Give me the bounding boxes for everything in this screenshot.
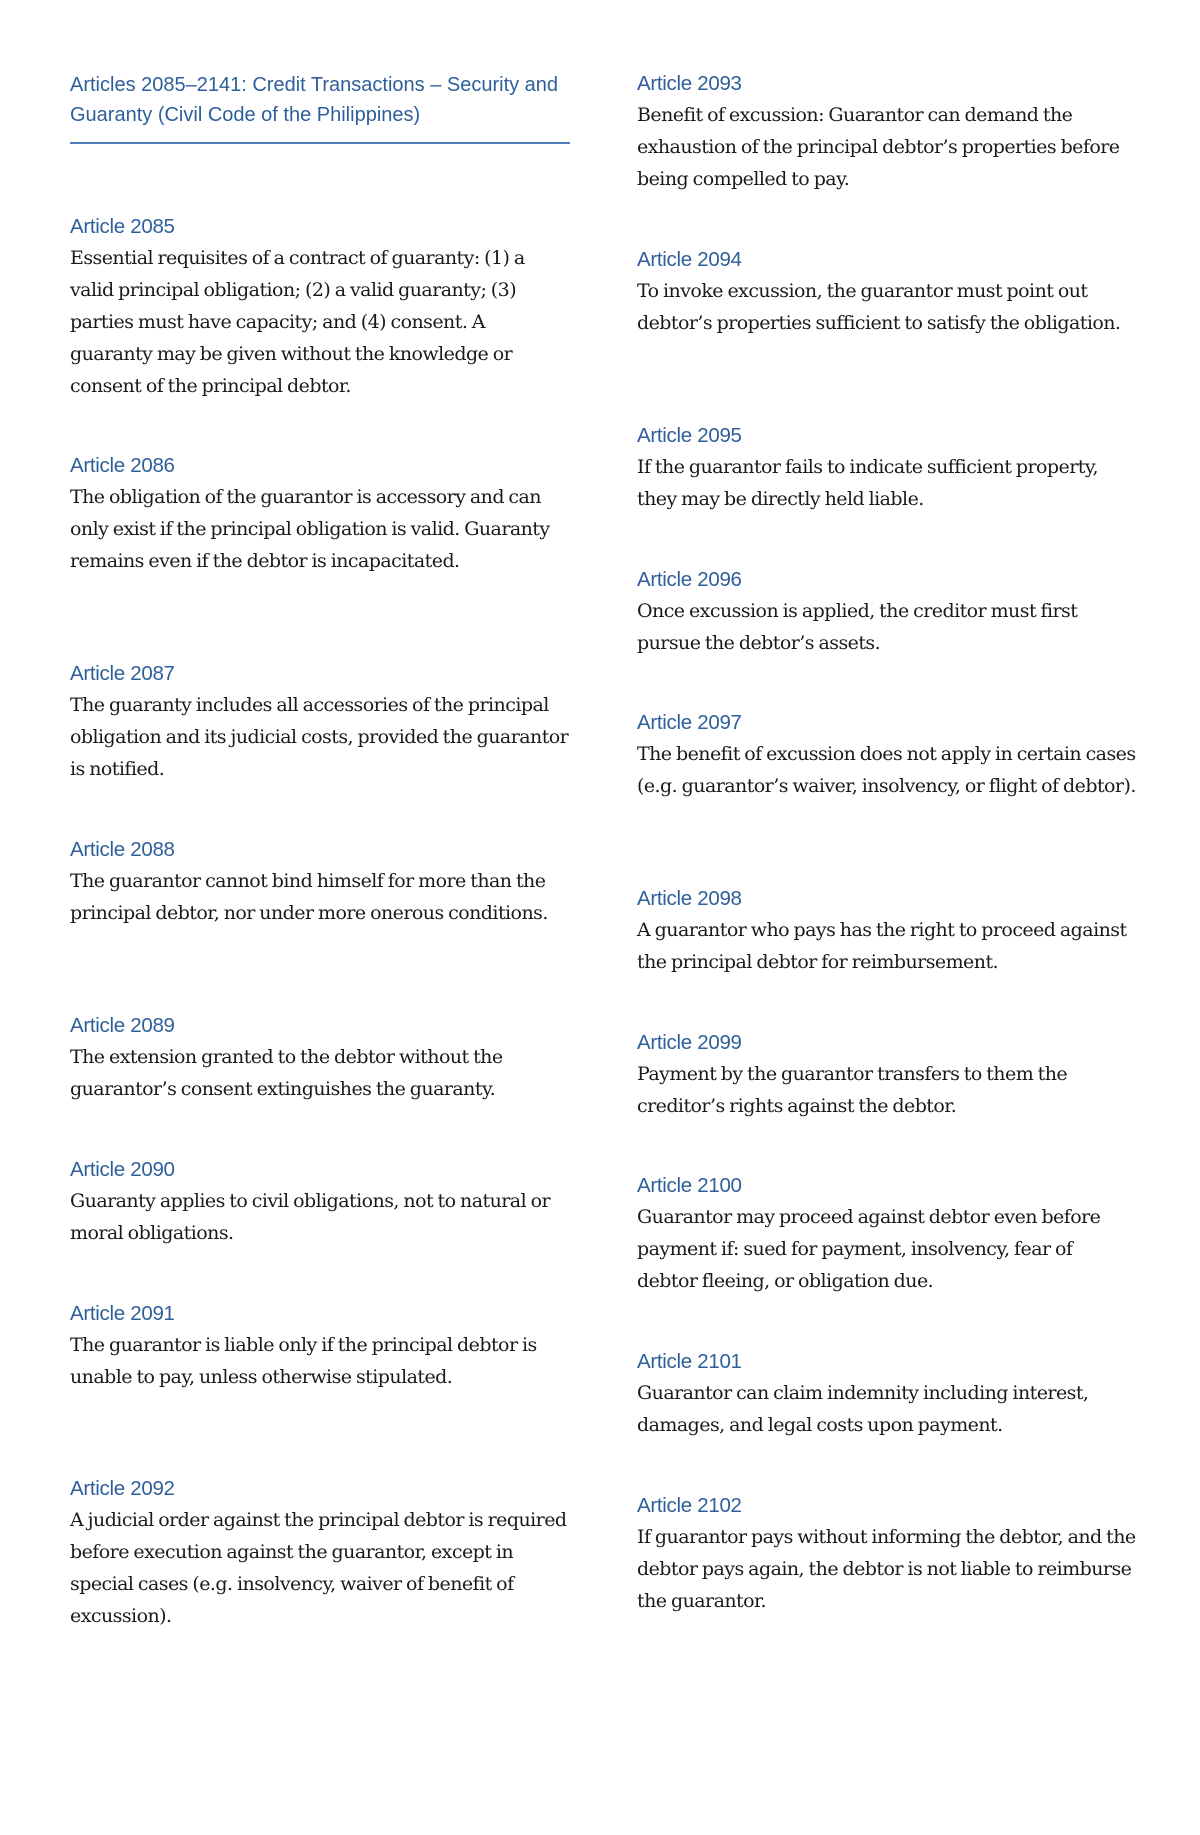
article-heading: Article 2097 <box>637 711 742 734</box>
article-2096 <box>637 565 1137 659</box>
article-body: To invoke excussion, the guarantor must point out debtor’s properties sufficient to satisfy the obligation. <box>637 280 1121 334</box>
article-body: Benefit of excussion: Guarantor can demand the exhaustion of the principal debtor’s properties before being compelled to pay. <box>637 104 1120 190</box>
article-body: The guarantor cannot bind himself for more than the principal debtor, nor under more onerous conditions. <box>70 870 548 924</box>
article-heading: Article 2096 <box>637 568 742 591</box>
article-heading: Article 2100 <box>637 1174 742 1197</box>
article-heading: Article 2091 <box>70 1302 175 1325</box>
article-2087 <box>70 659 570 785</box>
article-2095 <box>637 421 1137 515</box>
article-heading: Article 2099 <box>637 1031 742 1054</box>
article-2085 <box>70 212 570 402</box>
article-2099 <box>637 1028 1137 1122</box>
article-body: The guaranty includes all accessories of the principal obligation and its judicial costs, provided the guarantor is notified. <box>70 694 569 780</box>
article-body: Guarantor may proceed against debtor even before payment if: sued for payment, insolvency, fear of debtor fleeing, or obligation due. <box>637 1206 1101 1292</box>
article-heading: Article 2085 <box>70 215 175 238</box>
article-heading: Article 2090 <box>70 1158 175 1181</box>
article-body: The extension granted to the debtor without the guarantor’s consent extinguishes the guaranty. <box>70 1046 503 1100</box>
article-heading: Article 2094 <box>637 248 742 271</box>
article-body: A guarantor who pays has the right to proceed against the principal debtor for reimbursement. <box>637 919 1127 973</box>
article-body: Guarantor can claim indemnity including interest, damages, and legal costs upon payment. <box>637 1382 1089 1436</box>
article-2088 <box>70 835 570 929</box>
article-heading: Article 2086 <box>70 454 175 477</box>
article-heading: Article 2089 <box>70 1014 175 1037</box>
article-body: Payment by the guarantor transfers to them the creditor’s rights against the debtor. <box>637 1063 1068 1117</box>
article-2101 <box>637 1347 1137 1441</box>
article-heading: Article 2101 <box>637 1350 742 1373</box>
article-heading: Article 2092 <box>70 1477 175 1500</box>
article-2089 <box>70 1011 570 1105</box>
article-body: Guaranty applies to civil obligations, not to natural or moral obligations. <box>70 1190 551 1244</box>
article-2092 <box>70 1474 570 1632</box>
article-body: The obligation of the guarantor is accessory and can only exist if the principal obligation is valid. Guaranty remains even if the debtor is incapacitated. <box>70 486 550 572</box>
article-2090 <box>70 1155 570 1249</box>
article-body: If guarantor pays without informing the debtor, and the debtor pays again, the debtor is not liable to reimburse the guarantor. <box>637 1526 1136 1612</box>
article-2093 <box>637 69 1137 195</box>
article-heading: Article 2088 <box>70 838 175 861</box>
article-body: Once excussion is applied, the creditor must first pursue the debtor’s assets. <box>637 600 1078 654</box>
article-2100 <box>637 1171 1137 1297</box>
article-body: The benefit of excussion does not apply in certain cases (e.g. guarantor’s waiver, insolvency, or flight of debtor). <box>637 743 1136 797</box>
article-heading: Article 2093 <box>637 72 742 95</box>
article-2098 <box>637 884 1137 978</box>
article-body: If the guarantor fails to indicate sufficient property, they may be directly held liable. <box>637 456 1098 510</box>
article-heading: Article 2102 <box>637 1494 742 1517</box>
article-body: A judicial order against the principal debtor is required before execution against the guarantor, except in special cases (e.g. insolvency, waiver of benefit of excussion). <box>70 1509 567 1627</box>
article-body: The guarantor is liable only if the principal debtor is unable to pay, unless otherwise stipulated. <box>70 1334 537 1388</box>
article-2102 <box>637 1491 1137 1617</box>
article-2086 <box>70 451 570 577</box>
document-title: Articles 2085–2141: Credit Transactions – Security and Guaranty (Civil Code of the Philippines) <box>70 70 570 144</box>
article-heading: Article 2098 <box>637 887 742 910</box>
article-2094 <box>637 245 1137 339</box>
article-body: Essential requisites of a contract of guaranty: (1) a valid principal obligation; (2) a valid guaranty; (3) parties must have capacity; and (4) consent. A guaranty may be given without the knowledge or consent of the principal debtor. <box>70 247 525 397</box>
article-heading: Article 2095 <box>637 424 742 447</box>
article-2091 <box>70 1299 570 1393</box>
article-2097 <box>637 708 1137 802</box>
article-heading: Article 2087 <box>70 662 175 685</box>
